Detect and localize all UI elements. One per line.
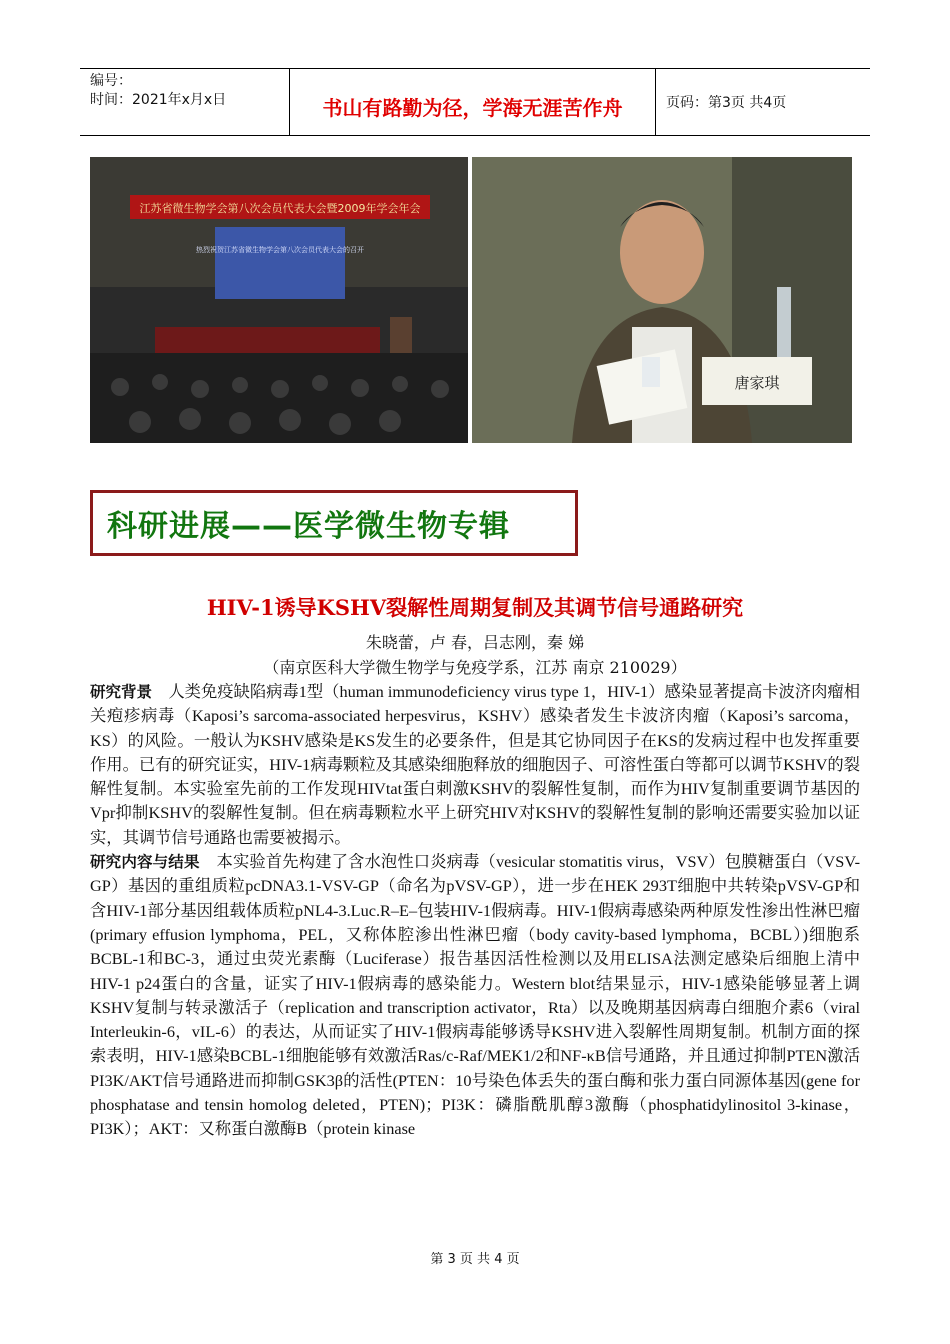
header-motto: 书山有路勤为径，学海无涯苦作舟 bbox=[290, 69, 656, 135]
results-text: 本实验首先构建了含水泡性口炎病毒（vesicular stomatitis virus，VSV）包膜糖蛋白（VSV-GP）基因的重组质粒pcDNA3.1-VSV-GP（命名为pVSV-GP），进一步在HEK 293T细胞中共转染pVSV-GP和含HIV-1部分基因组载体质粒pNL4-3.Luc.R–E–包装HIV-1假病毒。HIV-1假病毒感染两种原发性渗出性淋巴瘤(primary effusion lymphoma，PEL，又称体腔渗出性淋巴瘤（body cavity-based lymphoma，BCBL）)细胞系BCBL-1和BC-3，通过虫荧光素酶（Luciferase）报告基因活性检测以及用ELISA法测定感染后细胞上清中HIV-1 p24蛋白的含量，证实了HIV-1假病毒的感染能力。Western blot结果显示，HIV-1感染能够显著上调KSHV复制与转录激活子（replication and transcription activator，Rta）以及晚期基因病毒白细胞介素6（viral Interleukin-6，vIL-6）的表达，从而证实了HIV-1假病毒能够诱导KSHV进入裂解性周期复制。机制方面的探索表明，HIV-1感染BCBL-1细胞能够有效激活Ras/c-Raf/MEK1/2和NF-κB信号通路，并且通过抑制PTEN激活PI3K/AKT信号通路进而抑制GSK3β的活性(PTEN：10号染色体丢失的蛋白酶和张力蛋白同源体基因(gene for phosphatase and tensin homolog deleted，PTEN)；PI3K：磷脂酰肌醇3激酶（phosphatidylinositol 3-kinase，PI3K）；AKT：又称蛋白激酶B（protein kinase bbox=[90, 852, 860, 1139]
date-label: 时间：2021年x月x日 bbox=[90, 92, 227, 108]
article-body bbox=[90, 680, 860, 1142]
page-footer: 第 3 页 共 4 页 bbox=[430, 1252, 520, 1267]
background-text: 人类免疫缺陷病毒1型（human immunodeficiency virus type 1，HIV-1）感染显著提高卡波济肉瘤相关疱疹病毒（Kaposi’s sarcoma-associated herpesvirus，KSHV）感染者发生卡波济肉瘤（Kaposi’s sarcoma，KS）的风险。一般认为KSHV感染是KS发生的必要条件，但是其它协同因子在KS的发病过程中也发挥重要作用。已有的研究证实，HIV-1病毒颗粒及其感染细胞释放的细胞因子、可溶性蛋白等都可以调节KSHV的裂解性复制。本实验室先前的工作发现HIVtat蛋白刺激KSHV的裂解性复制，而作为HIV复制重要调节基因的Vpr抑制KSHV的裂解性复制。但在病毒颗粒水平上研究HIV对KSHV的裂解性复制的影响还需要实验加以证实，其调节信号通路也需要被揭示。 bbox=[90, 682, 860, 847]
section-banner: 科研进展——医学微生物专辑 bbox=[90, 490, 578, 556]
conference-hall-photo bbox=[90, 157, 468, 443]
background-paragraph bbox=[90, 680, 860, 850]
hall-screen-text: 热烈祝贺江苏省微生物学会第八次会员代表大会的召开 bbox=[196, 246, 364, 254]
serial-label: 编号： bbox=[90, 73, 132, 89]
header-meta bbox=[80, 69, 290, 135]
header-page-info: 页码：第3页 共4页 bbox=[666, 95, 787, 111]
results-paragraph bbox=[90, 850, 860, 1142]
article-authors: 朱晓蕾，卢 春，吕志刚，秦 娣 bbox=[365, 633, 585, 652]
nameplate-text: 唐家琪 bbox=[734, 374, 780, 392]
photo-row bbox=[90, 157, 852, 443]
results-label: 研究内容与结果 bbox=[90, 853, 200, 872]
speaker-photo bbox=[472, 157, 852, 443]
hall-banner-text: 江苏省微生物学会第八次会员代表大会暨2009年学会年会 bbox=[139, 202, 421, 215]
article-affiliation: （南京医科大学微生物学与免疫学系，江苏 南京 210029） bbox=[263, 658, 687, 677]
background-label: 研究背景 bbox=[90, 683, 153, 701]
article-title: HIV-1诱导KSHV裂解性周期复制及其调节信号通路研究 bbox=[206, 595, 744, 620]
page-header bbox=[80, 68, 870, 136]
